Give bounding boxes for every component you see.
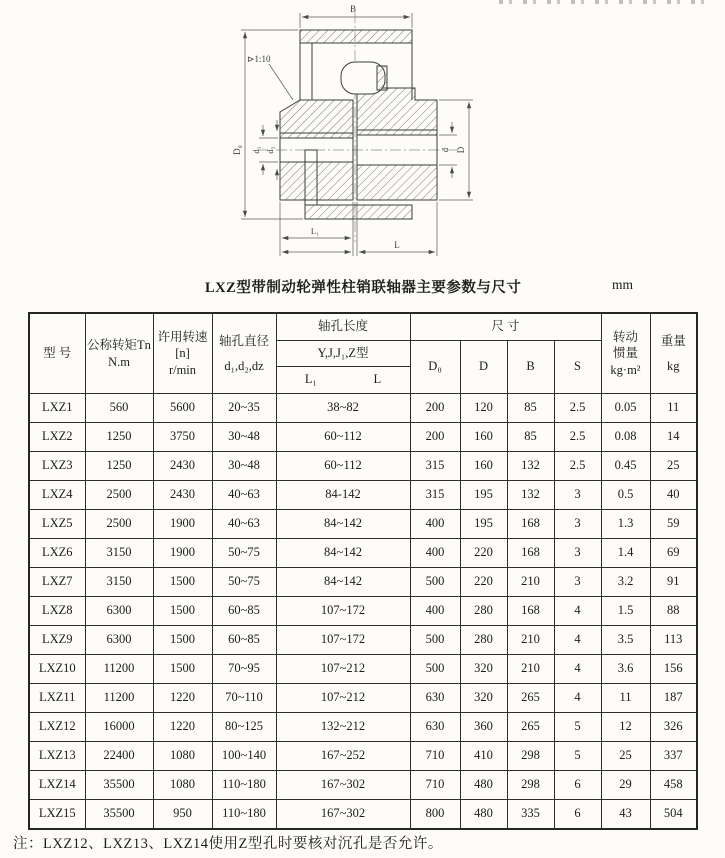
table-cell: 40~63	[212, 510, 276, 539]
table-cell: 200	[410, 394, 460, 423]
table-cell: 1080	[153, 742, 212, 771]
table-cell: 35500	[85, 771, 153, 800]
table-cell: 195	[460, 510, 507, 539]
table-row	[29, 800, 697, 830]
table-cell: 210	[507, 568, 554, 597]
table-cell: 400	[410, 597, 460, 626]
table-cell: 504	[650, 800, 697, 830]
table-cell: 480	[460, 800, 507, 830]
taper-leader	[269, 64, 293, 100]
table-cell: 3.6	[601, 655, 650, 684]
table-cell: 11	[650, 394, 697, 423]
table-cell: 5600	[153, 394, 212, 423]
dim-d2-label: d₂	[265, 146, 275, 154]
table-cell: 950	[153, 800, 212, 830]
header-size-D: D	[460, 341, 507, 394]
table-cell: 168	[507, 597, 554, 626]
table-cell: 3150	[85, 539, 153, 568]
table-cell: 280	[460, 597, 507, 626]
table-cell: 50~75	[212, 568, 276, 597]
table-cell: 210	[507, 626, 554, 655]
table-cell: 335	[507, 800, 554, 830]
table-cell: 11200	[85, 684, 153, 713]
table-cell: LXZ7	[29, 568, 85, 597]
table-cell: 60~112	[276, 423, 410, 452]
table-cell: 6	[554, 800, 601, 830]
table-cell: 38~82	[276, 394, 410, 423]
table-cell: 16000	[85, 713, 153, 742]
table-cell: 4	[554, 655, 601, 684]
table-cell: LXZ14	[29, 771, 85, 800]
table-body	[29, 394, 697, 830]
table-cell: LXZ1	[29, 394, 85, 423]
dim-L1-label: L₁	[310, 226, 320, 236]
table-cell: 320	[460, 684, 507, 713]
table-cell: 500	[410, 626, 460, 655]
table-row	[29, 568, 697, 597]
table-cell: 35500	[85, 800, 153, 830]
table-cell: 315	[410, 481, 460, 510]
elastic-pin	[341, 62, 387, 94]
table-cell: 1500	[153, 626, 212, 655]
table-row	[29, 539, 697, 568]
table-cell: LXZ13	[29, 742, 85, 771]
table-cell: 710	[410, 771, 460, 800]
header-bore-length-L1-L	[276, 367, 410, 394]
table-cell: LXZ12	[29, 713, 85, 742]
header-size-D0: D₀	[410, 341, 460, 394]
table-cell: 1500	[153, 597, 212, 626]
table-cell: 88	[650, 597, 697, 626]
table-cell: 2430	[153, 481, 212, 510]
table-cell: 107~212	[276, 684, 410, 713]
table-cell: 1500	[153, 655, 212, 684]
header-inertia	[601, 313, 650, 394]
header-bore-diameter	[212, 313, 276, 394]
dim-d-label: d	[440, 147, 450, 153]
table-cell: 1900	[153, 539, 212, 568]
dim-D0-label: D₀	[232, 145, 242, 155]
table-cell: 1.5	[601, 597, 650, 626]
table-row	[29, 626, 697, 655]
table-cell: LXZ8	[29, 597, 85, 626]
table-cell: 12	[601, 713, 650, 742]
table-cell: 107~212	[276, 655, 410, 684]
table-row	[29, 655, 697, 684]
header-bore-length-group: 轴孔长度	[276, 313, 410, 341]
table-cell: 1250	[85, 452, 153, 481]
table-cell: 168	[507, 510, 554, 539]
table-cell: 60~85	[212, 597, 276, 626]
table-cell: 210	[507, 655, 554, 684]
table-cell: 800	[410, 800, 460, 830]
dim-B	[300, 13, 412, 28]
header-inertia-line3: kg·m²	[610, 362, 641, 377]
table-cell: 84~142	[276, 539, 410, 568]
dim-L-label: L	[394, 240, 400, 250]
table-cell: 70~110	[212, 684, 276, 713]
table-cell: 3	[554, 481, 601, 510]
table-cell: 100~140	[212, 742, 276, 771]
table-cell: 156	[650, 655, 697, 684]
table-header	[29, 313, 697, 394]
table-cell: 1900	[153, 510, 212, 539]
table-cell: 320	[460, 655, 507, 684]
table-cell: 265	[507, 684, 554, 713]
header-torque-line2: N.m	[108, 354, 130, 369]
taper-label: ⊳1:10	[247, 54, 271, 64]
table-cell: LXZ4	[29, 481, 85, 510]
table-cell: 0.05	[601, 394, 650, 423]
table-cell: 110~180	[212, 771, 276, 800]
table-cell: 480	[460, 771, 507, 800]
table-cell: 167~252	[276, 742, 410, 771]
table-cell: 85	[507, 423, 554, 452]
header-bore-length-types: Y,J,J₁,Z型	[276, 341, 410, 367]
table-cell: 59	[650, 510, 697, 539]
table-row	[29, 684, 697, 713]
table-cell: 500	[410, 568, 460, 597]
table-cell: 60~85	[212, 626, 276, 655]
table-cell: 85	[507, 394, 554, 423]
table-cell: 70~95	[212, 655, 276, 684]
header-torque	[85, 313, 153, 394]
table-cell: 91	[650, 568, 697, 597]
table-cell: 2.5	[554, 452, 601, 481]
table-cell: 6300	[85, 626, 153, 655]
table-cell: 3	[554, 539, 601, 568]
table-cell: 107~172	[276, 626, 410, 655]
table-cell: 3150	[85, 568, 153, 597]
table-cell: 14	[650, 423, 697, 452]
table-cell: 220	[460, 539, 507, 568]
table-cell: 1220	[153, 713, 212, 742]
table-cell: 410	[460, 742, 507, 771]
dim-B-label: B	[349, 4, 357, 14]
table-cell: 6300	[85, 597, 153, 626]
table-cell: 40	[650, 481, 697, 510]
footnote: 注：LXZ12、LXZ13、LXZ14使用Z型孔时要核对沉孔是否允许。	[13, 836, 443, 852]
table-cell: 2.5	[554, 423, 601, 452]
cropped-text-remnant	[499, 0, 711, 4]
header-weight	[650, 313, 697, 394]
table-cell: 1220	[153, 684, 212, 713]
table-cell: 84~142	[276, 568, 410, 597]
table-cell: 29	[601, 771, 650, 800]
table-row	[29, 481, 697, 510]
table-cell: 5	[554, 713, 601, 742]
table-cell: LXZ3	[29, 452, 85, 481]
table-cell: 3.5	[601, 626, 650, 655]
page-title: LXZ型带制动轮弹性柱销联轴器主要参数与尺寸	[205, 280, 522, 296]
coupling-section-drawing	[205, 0, 525, 268]
header-speed-line1: 许用转速	[157, 330, 208, 345]
table-cell: 30~48	[212, 452, 276, 481]
table-cell: 560	[85, 394, 153, 423]
header-torque-line1: 公称转矩Tn	[87, 338, 151, 353]
header-weight-line2: kg	[667, 359, 680, 373]
header-speed	[153, 313, 212, 394]
table-cell: 400	[410, 510, 460, 539]
table-cell: LXZ5	[29, 510, 85, 539]
table-cell: 25	[650, 452, 697, 481]
table-cell: 1080	[153, 771, 212, 800]
table-cell: 80~125	[212, 713, 276, 742]
table-cell: 265	[507, 713, 554, 742]
table-cell: 1250	[85, 423, 153, 452]
table-cell: 160	[460, 423, 507, 452]
table-cell: 500	[410, 655, 460, 684]
table-cell: 2500	[85, 510, 153, 539]
table-cell: LXZ10	[29, 655, 85, 684]
header-speed-line3: r/min	[168, 362, 197, 377]
table-cell: 22400	[85, 742, 153, 771]
table-row	[29, 452, 697, 481]
table-cell: 11	[601, 684, 650, 713]
table-cell: 167~302	[276, 800, 410, 830]
table-cell: 458	[650, 771, 697, 800]
table-cell: 4	[554, 626, 601, 655]
header-L1: L₁	[304, 372, 317, 387]
parameters-table	[28, 312, 698, 830]
table-cell: 360	[460, 713, 507, 742]
table-cell: 167~302	[276, 771, 410, 800]
table-cell: 195	[460, 481, 507, 510]
table-cell: 132	[507, 452, 554, 481]
table-cell: 337	[650, 742, 697, 771]
table-cell: 11200	[85, 655, 153, 684]
table-cell: 30~48	[212, 423, 276, 452]
table-cell: 1.3	[601, 510, 650, 539]
table-cell: 630	[410, 684, 460, 713]
table-cell: 0.5	[601, 481, 650, 510]
table-cell: 168	[507, 539, 554, 568]
table-cell: 0.45	[601, 452, 650, 481]
table-row	[29, 597, 697, 626]
table-cell: 84~142	[276, 510, 410, 539]
table-row	[29, 742, 697, 771]
header-speed-line2: [n]	[175, 346, 190, 361]
table-cell: LXZ6	[29, 539, 85, 568]
header-L: L	[373, 372, 382, 387]
table-cell: 3	[554, 568, 601, 597]
table-cell: 1.4	[601, 539, 650, 568]
table-cell: LXZ15	[29, 800, 85, 830]
table-cell: 107~172	[276, 597, 410, 626]
table-cell: 69	[650, 539, 697, 568]
table-cell: 280	[460, 626, 507, 655]
table-cell: 298	[507, 771, 554, 800]
table-cell: 298	[507, 742, 554, 771]
dim-d1-label: d₁	[251, 146, 261, 154]
table-cell: 40~63	[212, 481, 276, 510]
table-cell: 132	[507, 481, 554, 510]
table-cell: 0.08	[601, 423, 650, 452]
table-cell: 2500	[85, 481, 153, 510]
table-cell: 110~180	[212, 800, 276, 830]
table-cell: 2.5	[554, 394, 601, 423]
table-row	[29, 423, 697, 452]
table-cell: 50~75	[212, 539, 276, 568]
table-cell: 1500	[153, 568, 212, 597]
table-cell: 120	[460, 394, 507, 423]
table-row	[29, 713, 697, 742]
header-size-S: S	[554, 341, 601, 394]
table-cell: 84-142	[276, 481, 410, 510]
table-cell: 160	[460, 452, 507, 481]
unit-label: mm	[612, 277, 634, 292]
table-cell: 20~35	[212, 394, 276, 423]
table-cell: 710	[410, 742, 460, 771]
table-cell: 132~212	[276, 713, 410, 742]
dim-D-label: D	[456, 146, 466, 154]
table-cell: LXZ9	[29, 626, 85, 655]
table-cell: 200	[410, 423, 460, 452]
table-cell: 400	[410, 539, 460, 568]
table-cell: 5	[554, 742, 601, 771]
header-bore-line1: 轴孔直径	[218, 333, 269, 348]
table-cell: 25	[601, 742, 650, 771]
header-inertia-line2: 惯量	[612, 346, 638, 361]
table-cell: 630	[410, 713, 460, 742]
table-cell: LXZ11	[29, 684, 85, 713]
table-cell: 6	[554, 771, 601, 800]
table-cell: 315	[410, 452, 460, 481]
header-size-B: B	[507, 341, 554, 394]
header-bore-line2: d₁,d₂,dz	[224, 359, 264, 373]
table-row	[29, 394, 697, 423]
table-row	[29, 510, 697, 539]
table-cell: 4	[554, 597, 601, 626]
table-cell: 3	[554, 510, 601, 539]
table-cell: 187	[650, 684, 697, 713]
table-cell: 60~112	[276, 452, 410, 481]
header-model: 型 号	[29, 313, 85, 394]
table-cell: 4	[554, 684, 601, 713]
table-cell: 326	[650, 713, 697, 742]
table-cell: 2430	[153, 452, 212, 481]
table-cell: 3.2	[601, 568, 650, 597]
table-cell: 43	[601, 800, 650, 830]
header-size-group: 尺 寸	[410, 313, 601, 341]
table-row	[29, 771, 697, 800]
header-weight-line1: 重量	[660, 333, 686, 348]
header-inertia-line1: 转动	[612, 330, 638, 345]
right-hub	[357, 88, 437, 200]
table-cell: LXZ2	[29, 423, 85, 452]
table-cell: 113	[650, 626, 697, 655]
table-cell: 220	[460, 568, 507, 597]
table-cell: 3750	[153, 423, 212, 452]
